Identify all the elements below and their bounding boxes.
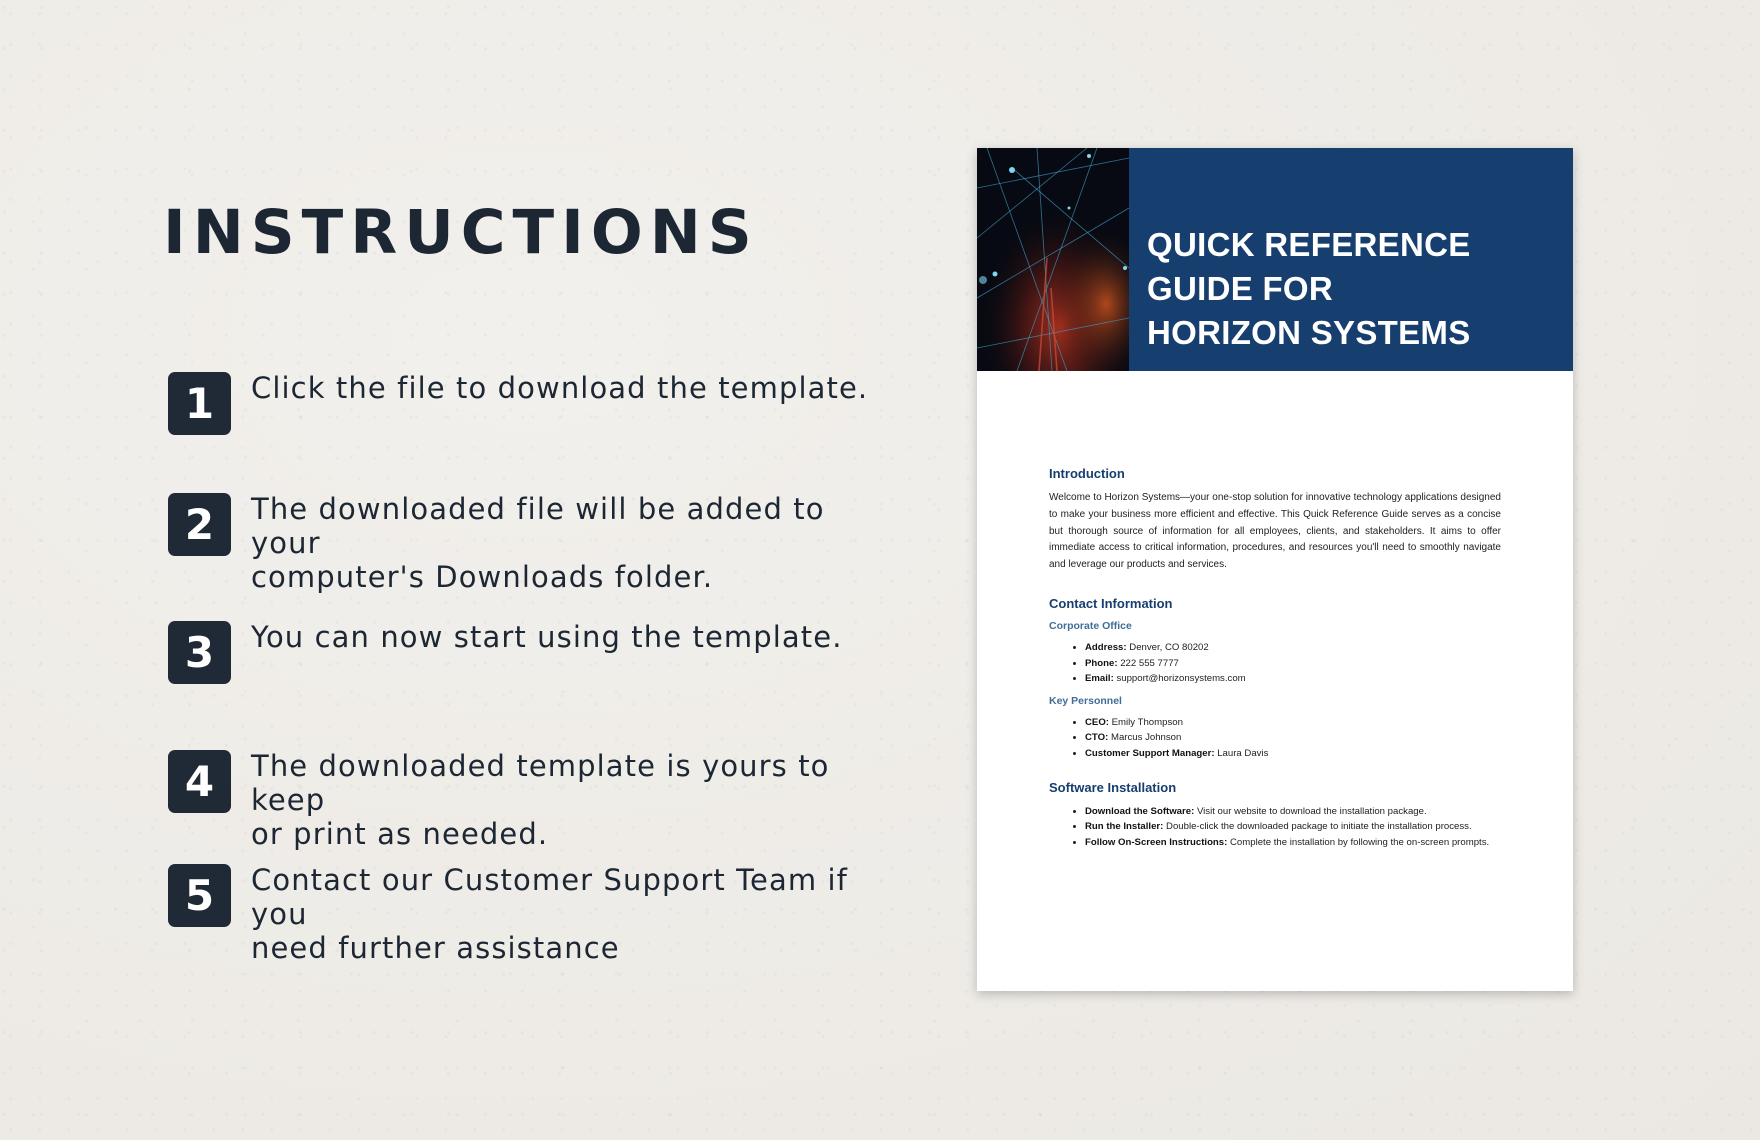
software-installation-heading: Software Installation — [1049, 779, 1177, 795]
network-lines-image — [977, 148, 1129, 371]
list-item-value: Emily Thompson — [1111, 716, 1183, 728]
list-item-value: Denver, CO 80202 — [1129, 641, 1209, 653]
step-text — [251, 749, 901, 851]
list-item — [1085, 804, 1501, 820]
contact-heading: Contact Information — [1049, 595, 1173, 611]
step-text-line: Contact our Customer Support Team if you — [251, 863, 848, 931]
list-item — [1085, 730, 1501, 746]
document-body — [1049, 466, 1501, 858]
list-item-label: Address: — [1085, 641, 1127, 653]
list-item-label: CEO: — [1085, 716, 1109, 728]
instruction-step — [168, 750, 901, 851]
list-item-label: CTO: — [1085, 732, 1109, 744]
list-item-value: Visit our website to download the installation package. — [1196, 805, 1427, 817]
introduction-heading: Introduction — [1049, 466, 1125, 481]
step-text-line: The downloaded file will be added to your — [251, 492, 825, 560]
list-item-value: Marcus Johnson — [1110, 732, 1182, 744]
list-item-label: Email: — [1085, 673, 1114, 685]
step-number-badge: 4 — [168, 750, 231, 813]
step-text-line: computer's Downloads folder. — [251, 560, 714, 594]
document-title — [1147, 223, 1471, 355]
step-text — [251, 492, 901, 594]
list-item-value: 222 555 7777 — [1120, 657, 1179, 669]
list-item-label: Follow On-Screen Instructions: — [1085, 836, 1228, 848]
list-item-label: Customer Support Manager: — [1085, 747, 1215, 759]
list-item — [1085, 746, 1501, 762]
step-text-line: need further assistance — [251, 931, 620, 965]
corporate-office-list — [1049, 640, 1501, 687]
list-item — [1085, 835, 1501, 851]
step-text-line: The downloaded template is yours to keep — [251, 749, 830, 817]
list-item — [1085, 819, 1501, 835]
corporate-office-heading: Corporate Office — [1049, 619, 1132, 632]
list-item-value: support@horizonsystems.com — [1116, 673, 1246, 685]
step-text — [251, 371, 901, 405]
key-personnel-heading: Key Personnel — [1049, 694, 1122, 707]
list-item-value: Laura Davis — [1217, 747, 1269, 759]
network-lines-graphic — [977, 148, 1129, 371]
step-number-badge: 5 — [168, 864, 231, 927]
step-text-line: Click the file to download the template. — [251, 371, 869, 405]
list-item-label: Phone: — [1085, 657, 1118, 669]
list-item-label: Download the Software: — [1085, 805, 1195, 817]
introduction-text: Welcome to Horizon Systems—your one-stop solution for innovative technology applications designed to make your business more efficient and effective. This Quick Reference Guide serves as a concise but thorough source of information for all employees, clients, and stakeholders. It aims to offer immediate access to critical information, procedures, and resources you'll need to smoothly navigate and leverage our products and services. — [1049, 492, 1501, 571]
list-item-value: Double-click the downloaded package to initiate the installation process. — [1166, 821, 1472, 833]
step-text-line: or print as needed. — [251, 817, 549, 851]
installation-steps-list — [1049, 804, 1501, 851]
step-text — [251, 863, 901, 965]
instruction-step — [168, 621, 901, 684]
list-item — [1085, 671, 1501, 687]
list-item — [1085, 640, 1501, 656]
step-number-badge: 1 — [168, 372, 231, 435]
list-item-value: Complete the installation by following the on-screen prompts. — [1230, 836, 1490, 848]
instruction-step — [168, 372, 901, 435]
instructions-heading: INSTRUCTIONS — [163, 197, 759, 268]
step-number-badge: 2 — [168, 493, 231, 556]
instruction-steps — [168, 0, 928, 1140]
list-item — [1085, 656, 1501, 672]
document-preview[interactable] — [977, 148, 1573, 991]
document-title-line: GUIDE FOR — [1147, 270, 1334, 307]
list-item-label: Run the Installer: — [1085, 821, 1164, 833]
document-title-line: HORIZON SYSTEMS — [1147, 314, 1471, 351]
step-text — [251, 620, 901, 654]
list-item — [1085, 715, 1501, 731]
document-title-line: QUICK REFERENCE — [1147, 226, 1471, 263]
step-number-badge: 3 — [168, 621, 231, 684]
step-text-line: You can now start using the template. — [251, 620, 843, 654]
instruction-step — [168, 864, 901, 965]
instruction-step — [168, 493, 901, 594]
key-personnel-list — [1049, 715, 1501, 762]
